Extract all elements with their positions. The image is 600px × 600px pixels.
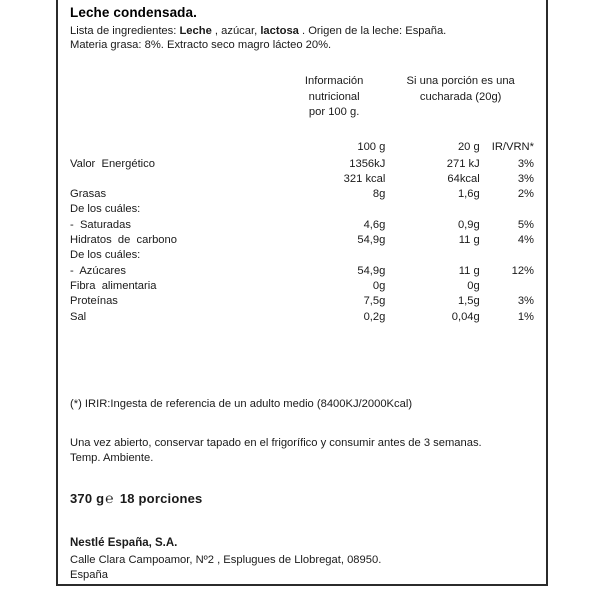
nutrient-reference-intake-pct: 3% xyxy=(517,157,534,170)
nutrient-name: Fibra alimentaria xyxy=(70,279,157,292)
nutrient-reference-intake-pct: 4% xyxy=(517,234,534,247)
unit-per-100g: 100 g xyxy=(357,141,386,154)
ingredient-leche: Leche xyxy=(179,25,212,37)
ingredient-lactosa: lactosa xyxy=(260,25,299,37)
header-per-100g-line2: por 100 g. xyxy=(308,106,360,118)
nutrient-value-per-serving: 0,04g xyxy=(451,310,480,323)
table-header-row xyxy=(70,74,534,140)
nutrient-name: De los cuáles: xyxy=(70,203,141,216)
nutrient-value-per-serving xyxy=(387,248,479,263)
address-line-1: Calle Clara Campoamor, Nº2 , Esplugues de Llobregat, 08950. xyxy=(70,553,382,566)
nutrient-reference-intake-pct: 1% xyxy=(517,310,534,323)
nutrient-value-per-serving: 1,6g xyxy=(457,188,480,201)
table-row xyxy=(70,310,534,325)
nutrition-table xyxy=(70,74,534,324)
nutrient-reference-intake-pct: 3% xyxy=(517,172,534,185)
ingredients-sep-2: . xyxy=(298,25,309,37)
nutrient-value-per-100g xyxy=(283,248,387,263)
table-row xyxy=(70,264,534,279)
nutrient-value-per-serving: 64kcal xyxy=(447,172,480,185)
nutrient-value-per-100g: 0g xyxy=(372,279,386,292)
nutrient-value-per-100g: 4,6g xyxy=(363,218,386,231)
table-row xyxy=(70,172,534,187)
manufacturer-address xyxy=(70,553,534,584)
ingredients-sep-1: , xyxy=(211,25,222,37)
table-row xyxy=(70,233,534,248)
nutrient-value-per-serving: 11 g xyxy=(458,264,480,277)
nutrient-reference-intake-pct: 12% xyxy=(511,264,534,277)
table-row xyxy=(70,187,534,202)
estimated-sign-icon: ℮ xyxy=(105,489,114,506)
header-per-100g-line1: Información nutricional xyxy=(304,75,364,103)
table-row xyxy=(70,218,534,233)
ingredients-line-1 xyxy=(70,24,534,38)
nutrient-value-per-serving: 0,9g xyxy=(457,218,480,231)
nutrient-name: Grasas xyxy=(70,188,107,201)
nutrient-reference-intake-pct: 5% xyxy=(517,218,534,231)
net-weight: 370 g xyxy=(70,490,105,506)
portion-count: 18 porciones xyxy=(119,490,203,506)
table-row xyxy=(70,279,534,294)
nutrient-value-per-serving: 271 kJ xyxy=(446,157,480,170)
ingredients-line-2: Materia grasa: 8%. Extracto seco magro lácteo 20%. xyxy=(70,39,332,52)
net-weight-line xyxy=(70,490,534,506)
nutrient-reference-intake-pct: 2% xyxy=(517,188,534,201)
storage-instructions: Una vez abierto, conservar tapado en el frigorífico y consumir antes de 3 semanas. Temp. Ambiente. xyxy=(70,436,482,465)
nutrient-name: Valor Energético xyxy=(70,157,155,170)
manufacturer-name: Nestlé España, S.A. xyxy=(70,536,178,549)
nutrient-value-per-100g xyxy=(283,202,387,217)
unit-per-serving: 20 g xyxy=(457,141,480,154)
nutrient-name xyxy=(70,172,283,187)
nutrient-value-per-100g: 7,5g xyxy=(363,295,386,308)
nutrient-value-per-serving: 11 g xyxy=(458,234,480,247)
nutrient-reference-intake-pct: 3% xyxy=(517,295,534,308)
table-row xyxy=(70,248,534,263)
nutrient-value-per-100g: 8g xyxy=(372,188,386,201)
ingredient-azucar: azúcar, xyxy=(221,25,258,37)
header-per-serving-line1: Si una porción es una xyxy=(406,75,515,88)
nutrient-reference-intake-pct xyxy=(480,248,534,263)
nutrient-name: - Azúcares xyxy=(70,264,126,277)
nutrient-name: Proteínas xyxy=(70,295,118,308)
header-per-serving xyxy=(387,74,534,140)
nutrition-label-panel xyxy=(56,0,548,586)
nutrient-value-per-100g: 54,9g xyxy=(357,234,386,247)
nutrient-value-per-100g: 1356kJ xyxy=(349,157,386,170)
header-per-serving-line2: cucharada (20g) xyxy=(419,90,502,103)
nutrient-name: - Saturadas xyxy=(70,218,131,231)
table-row xyxy=(70,294,534,309)
reference-intake-footnote: (*) IRIR:Ingesta de referencia de un adulto medio (8400KJ/2000Kcal) xyxy=(70,397,413,410)
table-row xyxy=(70,157,534,172)
nutrient-reference-intake-pct xyxy=(480,202,534,217)
unit-reference-intake: IR/VRN* xyxy=(491,141,534,154)
nutrient-value-per-serving: 0g xyxy=(467,279,480,292)
ingredients-block xyxy=(70,24,534,52)
nutrient-value-per-100g: 54,9g xyxy=(357,264,386,277)
header-spacer xyxy=(70,74,283,140)
nutrient-reference-intake-pct xyxy=(480,279,534,294)
nutrient-name: Sal xyxy=(70,310,87,323)
header-per-100g xyxy=(283,74,387,140)
ingredients-label: Lista de ingredientes: xyxy=(70,25,177,37)
nutrient-value-per-100g: 321 kcal xyxy=(343,172,386,185)
nutrient-value-per-serving: 1,5g xyxy=(457,295,480,308)
milk-origin: Origen de la leche: España. xyxy=(308,25,447,37)
product-title: Leche condensada. xyxy=(70,5,197,20)
table-units-row xyxy=(70,140,534,156)
nutrient-name: De los cuáles: xyxy=(70,249,141,262)
address-line-2: España xyxy=(70,569,108,582)
nutrient-name: Hidratos de carbono xyxy=(70,234,177,247)
units-row-spacer xyxy=(70,140,283,156)
nutrition-table-body xyxy=(70,74,534,324)
nutrient-value-per-100g: 0,2g xyxy=(363,310,386,323)
nutrient-value-per-serving xyxy=(387,202,479,217)
table-row xyxy=(70,202,534,217)
